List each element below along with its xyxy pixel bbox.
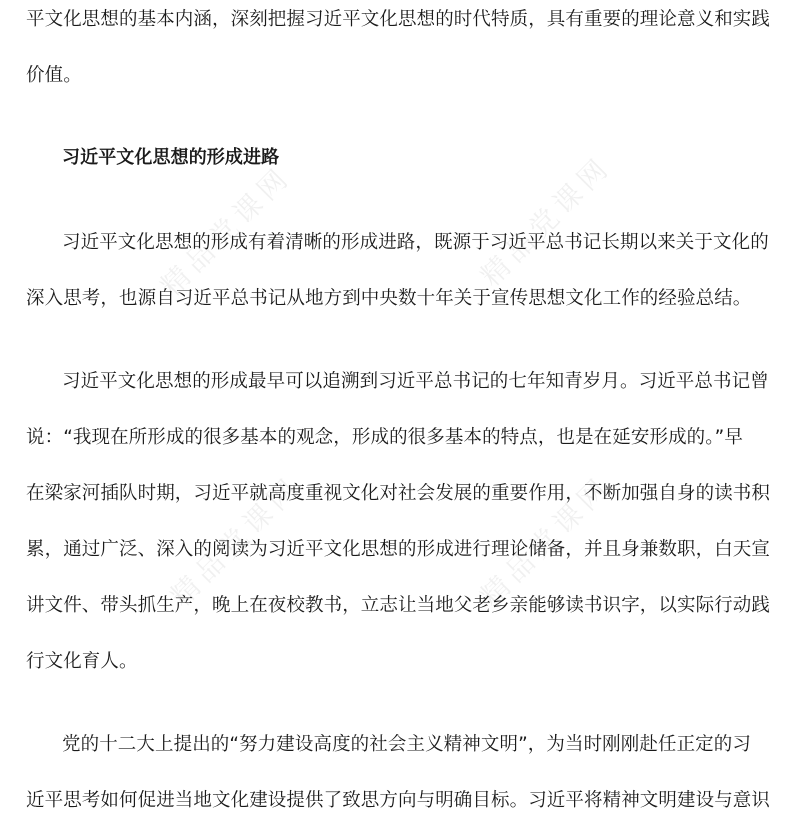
paragraph-line: 党的十二大上提出的“努力建设高度的社会主义精神文明”，为当时刚刚赴任正定的习 (62, 734, 751, 755)
paragraph-line: 讲文件、带头抓生产，晚上在夜校教书，立志让当地父老乡亲能够读书识字，以实际行动践 (26, 595, 771, 616)
paragraph-line: 说：“我现在所形成的很多基本的观念，形成的很多基本的特点，也是在延安形成的。”早 (26, 427, 743, 448)
paragraph-line: 累，通过广泛、深入的阅读为习近平文化思想的形成进行理论储备，并且身兼数职，白天宣 (26, 539, 771, 560)
paragraph-line: 深入思考，也源自习近平总书记从地方到中央数十年关于宣传思想文化工作的经验总结。 (26, 288, 752, 309)
paragraph-line: 习近平文化思想的形成有着清晰的形成进路，既源于习近平总书记长期以来关于文化的 (62, 232, 769, 253)
paragraph-line: 平文化思想的基本内涵，深刻把握习近平文化思想的时代特质，具有重要的理论意义和实践 (26, 9, 771, 30)
paragraph-line: 行文化育人。 (26, 651, 138, 672)
watermark-text: 精品党课网 (154, 159, 298, 303)
watermark-text: 精品党课网 (474, 149, 618, 293)
section-heading: 习近平文化思想的形成进路 (62, 147, 280, 168)
paragraph-line: 价值。 (26, 65, 82, 86)
paragraph-line: 在梁家河插队时期，习近平就高度重视文化对社会发展的重要作用，不断加强自身的读书积 (26, 483, 771, 504)
watermark-text: 精品党课网 (474, 469, 618, 613)
paragraph-line: 习近平文化思想的形成最早可以追溯到习近平总书记的七年知青岁月。习近平总书记曾 (62, 371, 769, 392)
watermark-text: 精品党课网 (164, 469, 308, 613)
paragraph-line: 近平思考如何促进当地文化建设提供了致思方向与明确目标。习近平将精神文明建设与意识 (26, 790, 771, 811)
